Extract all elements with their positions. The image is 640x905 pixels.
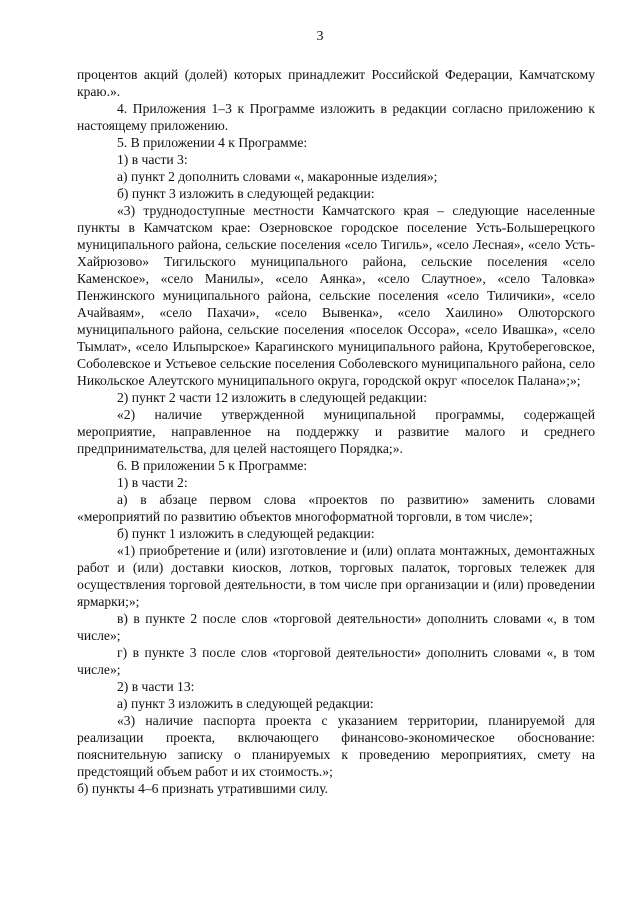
paragraph: процентов акций (долей) которых принадлежит Российской Федерации, Камчатскому краю.».: [77, 67, 595, 99]
paragraph: а) в абзаце первом слова «проектов по развитию» заменить словами «мероприятий по развитию объектов многоформатной торговли, в том числе»;: [77, 492, 595, 524]
paragraph: а) пункт 3 изложить в следующей редакции:: [117, 696, 374, 711]
paragraph: 4. Приложения 1–3 к Программе изложить в редакции согласно приложению к настоящему приложению.: [77, 101, 595, 133]
paragraph: «2) наличие утвержденной муниципальной программы, содержащей мероприятие, направленное на поддержку и развитие малого и среднего предпринимательства, для целей настоящего Порядка;».: [77, 407, 595, 456]
paragraph: б) пункт 1 изложить в следующей редакции:: [117, 526, 375, 541]
paragraph: «3) наличие паспорта проекта с указанием территории, планируемой для реализации проекта, включающего финансово-экономическое обоснование: пояснительную записку о планируемых к проведению мероприятиях, смету на предстоящий объем работ и их стоимость.»;: [77, 713, 595, 779]
paragraph: в) в пункте 2 после слов «торговой деятельности» дополнить словами «, в том числе»;: [77, 611, 595, 643]
paragraph: 1) в части 2:: [117, 475, 188, 490]
paragraph: 5. В приложении 4 к Программе:: [117, 135, 308, 150]
paragraph: 2) в части 13:: [117, 679, 195, 694]
paragraph: б) пункты 4–6 признать утратившими силу.: [77, 781, 329, 796]
paragraph: а) пункт 2 дополнить словами «, макаронные изделия»;: [117, 169, 438, 184]
paragraph: «1) приобретение и (или) изготовление и (или) оплата монтажных, демонтажных работ и (или) доставки киосков, лотков, торговых палаток, торговых тележек для осуществления торговой деятельности, в том числе при организации и (или) проведении ярмарки;»;: [77, 543, 595, 609]
paragraph: 1) в части 3:: [117, 152, 188, 167]
paragraph: 2) пункт 2 части 12 изложить в следующей редакции:: [117, 390, 427, 405]
paragraph: г) в пункте 3 после слов «торговой деятельности» дополнить словами «, в том числе»;: [77, 645, 595, 677]
page-number: 3: [316, 29, 324, 44]
document-body: [77, 66, 595, 797]
paragraph: 6. В приложении 5 к Программе:: [117, 458, 308, 473]
paragraph: «3) труднодоступные местности Камчатского края – следующие населенные пункты в Камчатском крае: Озерновское городское поселение Усть-Большерецкого муниципального района, сельские поселения «село Тигиль», «село Лесная», «село Усть-Хайрюзово» Тигильского муниципального района, сельские поселения «село Каменское», «село Манилы», «село Аянка», «село Слаутное», «село Таловка» Пенжинского муниципального района, сельские поселения «село Тиличики», «село Ачайваям», «село Пахачи», «село Вывенка», «село Хаилино» Олюторского муниципального района, сельские поселения «поселок Оссора», «село Ивашка», «село Тымлат», «село Ильпырское» Карагинского муниципального района, Крутобереговское, Соболевское и Устьевое сельские поселения Соболевского муниципального района, село Никольское Алеутского муниципального округа, городской округ «поселок Палана»;»;: [77, 203, 595, 388]
paragraph: б) пункт 3 изложить в следующей редакции:: [117, 186, 375, 201]
